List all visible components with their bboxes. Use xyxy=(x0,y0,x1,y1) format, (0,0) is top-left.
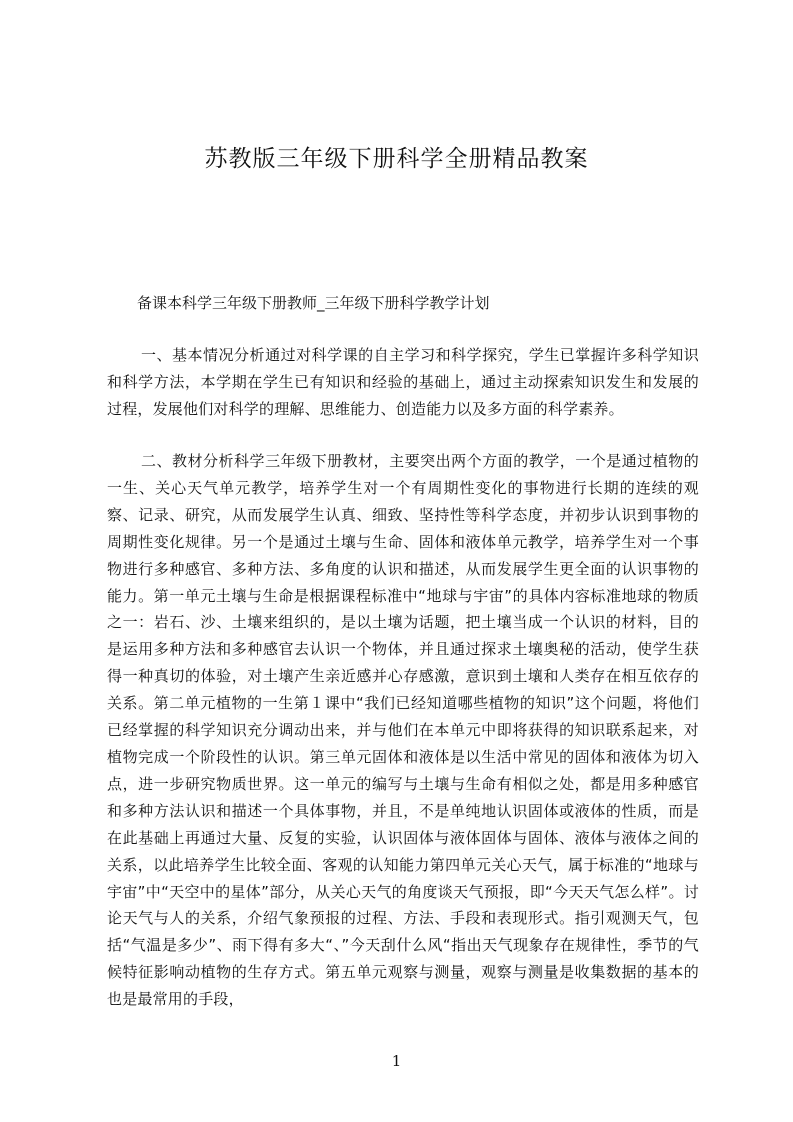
paragraph-textbook-analysis: 二、教材分析科学三年级下册教材，主要突出两个方面的教学，一个是通过植物的一生、关心天气单元教学，培养学生对一个有周期性变化的事物进行长期的连续的观察、记录、研究，从而发展学生认真、细致、坚持性等科学态度，并初步认识到事物的周期性变化规律。另一个是通过土壤与生命、固体和液体单元教学，培养学生对一个事物进行多种感官、多种方法、多角度的认识和描述，从而发展学生更全面的认识事物的能力。第一单元土壤与生命是根据课程标准中“地球与宇宙”的具体内容标准地球的物质之一：岩石、沙、土壤来组织的，是以土壤为话题，把土壤当成一个认识的材料，目的是运用多种方法和多种感官去认识一个物体，并且通过探求土壤奥秘的活动，使学生获得一种真切的体验，对土壤产生亲近感并心存感激，意识到土壤和人类存在相互依存的关系。第二单元植物的一生第１课中“我们已经知道哪些植物的知识”这个问题，将他们已经掌握的科学知识充分调动出来，并与他们在本单元中即将获得的知识联系起来，对植物完成一个阶段性的认识。第三单元固体和液体是以生活中常见的固体和液体为切入点，进一步研究物质世界。这一单元的编写与土壤与生命有相似之处，都是用多种感官和多种方法认识和描述一个具体事物，并且，不是单纯地认识固体或液体的性质，而是在此基础上再通过大量、反复的实验，认识固体与液体固体与固体、液体与液体之间的关系，以此培养学生比较全面、客观的认知能力第四单元关心天气，属于标准的“地球与宇宙”中“天空中的星体”部分，从关心天气的角度谈天气预报，即“今天天气怎么样”。讨论天气与人的关系，介绍气象预报的过程、方法、手段和表现形式。指引观测天气，包括“气温是多少”、雨下得有多大“、”今天刮什么风“指出天气现象存在规律性，季节的气候特征影响动植物的生存方式。第五单元观察与测量，观察与测量是收集数据的基本的也是最常用的手段， xyxy=(107,452,699,1008)
document-subtitle: 备课本科学三年级下册教师_三年级下册科学教学计划 xyxy=(137,294,490,312)
page-number: 1 xyxy=(391,1052,402,1070)
paragraph-basic-situation: 一、基本情况分析通过对科学课的自主学习和科学探究，学生已掌握许多科学知识和科学方法，本学期在学生已有知识和经验的基础上，通过主动探索知识发生和发展的过程，发展他们对科学的理解、思维能力、创造能力以及多方面的科学素养。 xyxy=(107,346,699,418)
document-title: 苏教版三年级下册科学全册精品教案 xyxy=(204,146,589,172)
